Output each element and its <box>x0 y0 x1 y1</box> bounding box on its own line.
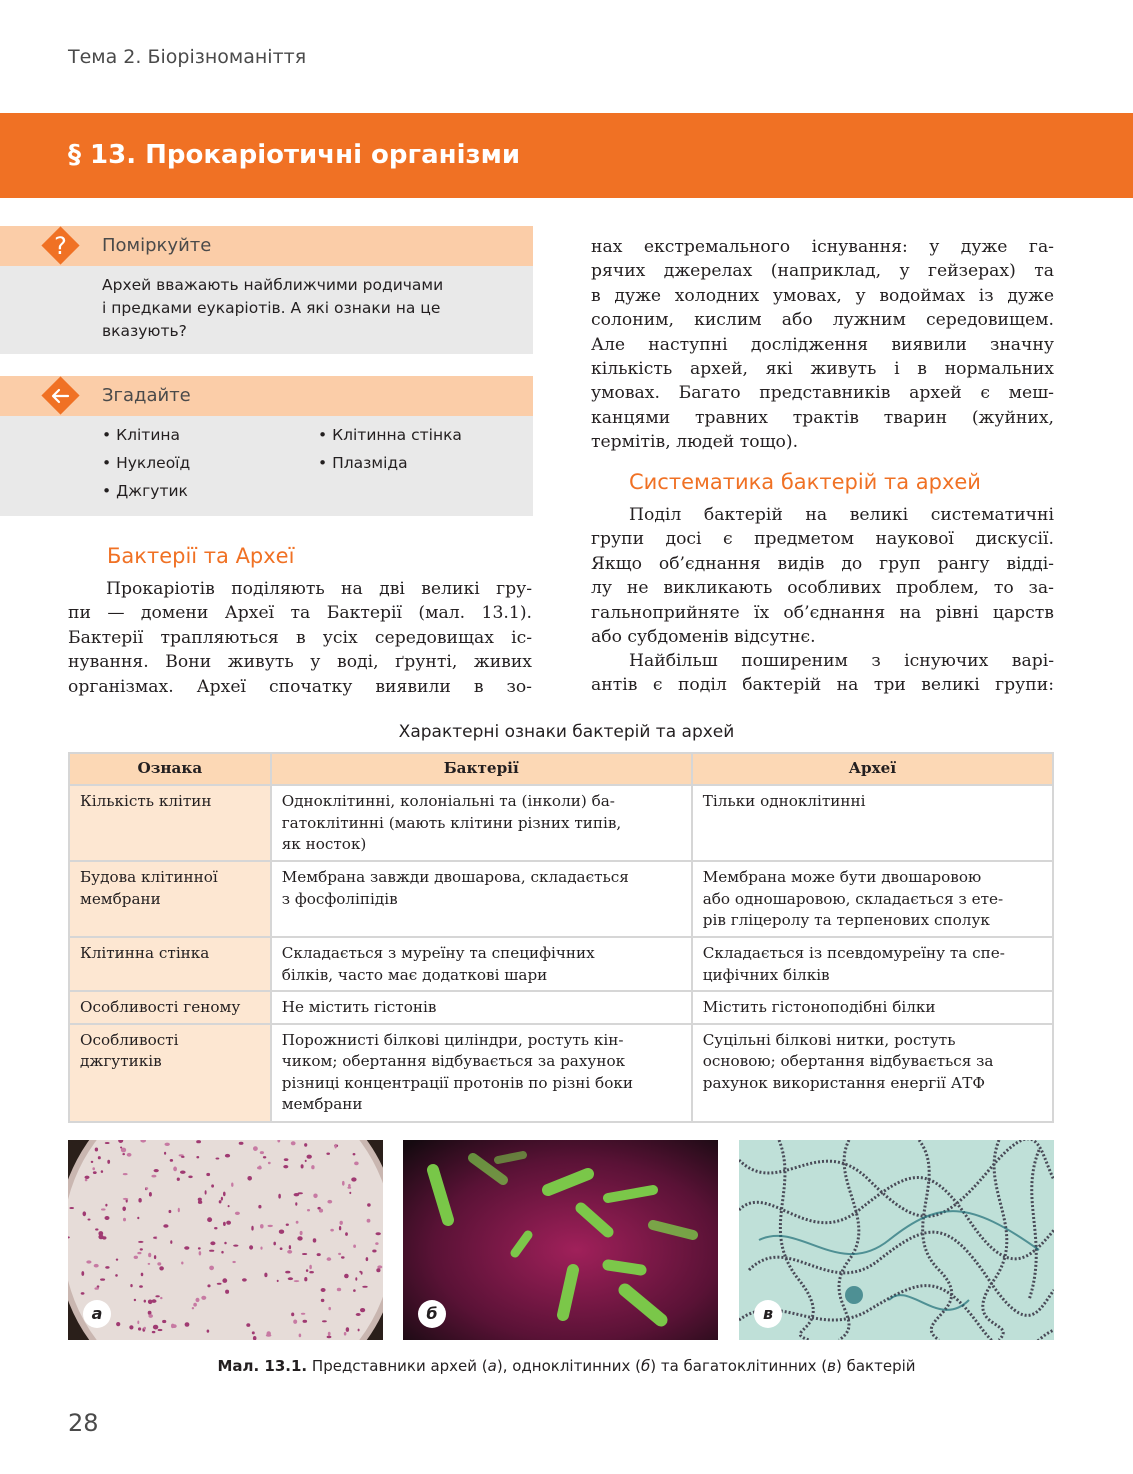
table-header-row <box>69 753 1053 785</box>
cell-line: Не містить гістонів <box>281 998 437 1016</box>
caption-text: Представники архей ( <box>307 1357 488 1375</box>
think-box-text <box>102 274 482 343</box>
section-title: § 13. Прокаріотичні організми <box>68 140 521 170</box>
think-box-body <box>0 266 533 354</box>
text-line: Бактерії трапляються в усіх середовищах іс- <box>68 627 532 648</box>
table-row <box>69 785 1053 861</box>
feature-cell <box>69 785 271 861</box>
text-line: солоним, кислим або лужним середовищем. <box>591 310 1054 331</box>
features-table <box>68 752 1054 1123</box>
photo-bacteria-unicellular <box>403 1140 718 1340</box>
think-line: вказують? <box>102 322 187 340</box>
text-line: організмах. Археї спочатку виявили в зо- <box>68 676 532 697</box>
cell-line: Клітинна стінка <box>80 944 210 962</box>
recall-item: • Джгутик <box>102 482 188 500</box>
table-row <box>69 937 1053 991</box>
cell-line: рахунок використання енергії АТФ <box>702 1073 985 1092</box>
cell-line: джгутиків <box>80 1052 162 1070</box>
left-paragraph <box>68 577 532 699</box>
text-line: умовах. Багато представників архей є меш- <box>591 383 1054 404</box>
column-header: Ознака <box>69 753 271 785</box>
think-box <box>0 226 533 354</box>
cell-line: рів гліцеролу та терпенових сполук <box>702 911 990 929</box>
text-line: або субдоменів відсутнє. <box>591 627 816 648</box>
heading-systematics: Систематика бактерій та архей <box>629 470 981 494</box>
table-row <box>69 861 1053 937</box>
bacteria-cell <box>271 937 692 991</box>
text-line: кількість архей, які живуть і в нормальних <box>591 359 1054 380</box>
text-line: пи — домени Археї та Бактерії (мал. 13.1). <box>68 603 532 624</box>
chapter-header: Тема 2. Біорізноманіття <box>68 46 307 68</box>
recall-box <box>0 376 533 516</box>
bacteria-cell <box>271 1024 692 1122</box>
figure-caption <box>0 1357 1133 1375</box>
recall-item: • Нуклеоїд <box>102 454 191 472</box>
cell-line: з фосфоліпідів <box>281 889 398 908</box>
table-row <box>69 991 1053 1024</box>
cell-line: мембрани <box>80 889 161 908</box>
bacteria-filaments-image <box>739 1140 1054 1340</box>
bacteria-cell <box>271 861 692 937</box>
text-line: термітів, людей тощо). <box>591 432 799 453</box>
text-line: Прокаріотів поділяють на дві великі гру- <box>106 579 532 599</box>
figure-label-b: б <box>418 1300 446 1328</box>
text-line: Поділ бактерій на великі систематичні <box>629 505 1054 525</box>
bacteria-cell <box>271 991 692 1024</box>
text-line: канцями травних трактів тварин (жуйних, <box>591 407 1054 428</box>
cell-line: Порожнисті білкові циліндри, ростуть кін- <box>281 1030 624 1049</box>
cell-line: Одноклітинні, колоніальні та (інколи) ба- <box>281 792 615 810</box>
feature-cell <box>69 991 271 1024</box>
question-icon: ? <box>54 232 67 260</box>
feature-cell <box>69 937 271 991</box>
recall-item: • Клітинна стінка <box>318 426 462 444</box>
caption-italic: а <box>487 1357 497 1375</box>
cell-line: Кількість клітин <box>80 792 212 810</box>
text-line: нування. Вони живуть у воді, ґрунті, живих <box>68 652 532 673</box>
text-line: лу не викликають особливих проблем, то за- <box>591 578 1054 599</box>
cell-line: основою; обертання відбувається за <box>702 1052 994 1070</box>
cell-line: різниці концентрації протонів по різні боки <box>281 1073 633 1092</box>
page-number: 28 <box>68 1409 99 1437</box>
text-line: в дуже холодних умовах, у водоймах із дуже <box>591 285 1054 306</box>
column-header: Археї <box>692 753 1053 785</box>
cell-line: або одношаровою, складається з ете- <box>702 889 1004 908</box>
cell-line: мембрани <box>281 1095 363 1113</box>
cell-line: Мембрана завжди двошарова, складається <box>281 868 629 886</box>
think-line: Архей вважають найближчими родичами <box>102 276 444 294</box>
cell-line: Складається з муреїну та специфічних <box>281 944 595 962</box>
cell-line: Особливості геному <box>80 998 241 1016</box>
column-header: Бактерії <box>271 753 692 785</box>
right-paragraph-continuation <box>591 235 1054 455</box>
photo-bacteria-multicellular <box>739 1140 1054 1340</box>
cell-line: Суцільні білкові нитки, ростуть <box>702 1030 956 1049</box>
figure-label-c: в <box>754 1300 782 1328</box>
caption-text: ) та багатоклітинних ( <box>650 1357 828 1375</box>
table-row <box>69 1024 1053 1122</box>
archaea-cell <box>692 785 1053 861</box>
photo-archaea <box>68 1140 383 1340</box>
micrograph-archaea-image <box>68 1140 383 1340</box>
bacteria-rods-image <box>403 1140 718 1340</box>
text-line: антів є поділ бактерій на три великі групи: <box>591 675 1054 696</box>
cell-line: Складається із псевдомуреїну та спе- <box>702 944 1005 962</box>
right-paragraph-1 <box>591 503 1054 649</box>
feature-cell <box>69 861 271 937</box>
archaea-cell <box>692 991 1053 1024</box>
caption-text: ) бактерій <box>835 1357 916 1375</box>
cell-line: Мембрана може бути двошаровою <box>702 868 982 886</box>
archaea-cell <box>692 861 1053 937</box>
cell-line: Особливості <box>80 1030 179 1049</box>
recall-box-title: Згадайте <box>102 385 191 406</box>
recall-item: • Клітина <box>102 426 181 444</box>
heading-bacteria-archaea: Бактерії та Археї <box>107 544 295 568</box>
text-line: гальноприйняте їх об’єднання на рівні царств <box>591 602 1054 623</box>
cell-line: гатоклітинні (мають клітини різних типів, <box>281 813 622 832</box>
cell-line: білків, часто має додаткові шари <box>281 965 548 984</box>
cell-line: як носток) <box>281 835 367 853</box>
cell-line: Містить гістоноподібні білки <box>702 998 936 1016</box>
text-line: рячих джерелах (наприклад, у гейзерах) та <box>591 261 1054 282</box>
recall-item: • Плазміда <box>318 454 408 472</box>
text-line: нах екстремального існування: у дуже га- <box>591 237 1054 257</box>
cell-line: чиком; обертання відбувається за рахунок <box>281 1052 626 1070</box>
cell-line: Тільки одноклітинні <box>702 792 866 810</box>
figure-caption-number: Мал. 13.1. <box>217 1357 308 1375</box>
caption-italic: в <box>827 1357 836 1375</box>
caption-text: ), одноклітинних ( <box>496 1357 641 1375</box>
feature-cell <box>69 1024 271 1122</box>
text-line: Але наступні дослідження виявили значну <box>591 334 1054 355</box>
figure-label-a: а <box>83 1300 111 1328</box>
cell-line: Будова клітинної <box>80 868 218 886</box>
recall-box-body <box>0 416 533 516</box>
text-line: групи досі є предметом наукової дискусії. <box>591 529 1054 550</box>
think-line: і предками еукаріотів. А які ознаки на це <box>102 299 441 317</box>
table-caption: Характерні ознаки бактерій та архей <box>398 722 735 742</box>
think-box-header <box>0 226 533 266</box>
cell-line: цифічних білків <box>702 965 830 984</box>
title-band <box>0 113 1133 198</box>
right-paragraph-2 <box>591 649 1054 698</box>
recall-box-header <box>0 376 533 416</box>
think-box-title: Поміркуйте <box>102 235 212 256</box>
archaea-cell <box>692 1024 1053 1122</box>
caption-italic: б <box>640 1357 651 1375</box>
text-line: Якщо об’єднання видів до груп рангу відді- <box>591 553 1054 574</box>
arrow-left-icon <box>47 376 74 416</box>
archaea-cell <box>692 937 1053 991</box>
text-line: Найбільш поширеним з існуючих варі- <box>629 651 1054 671</box>
bacteria-cell <box>271 785 692 861</box>
